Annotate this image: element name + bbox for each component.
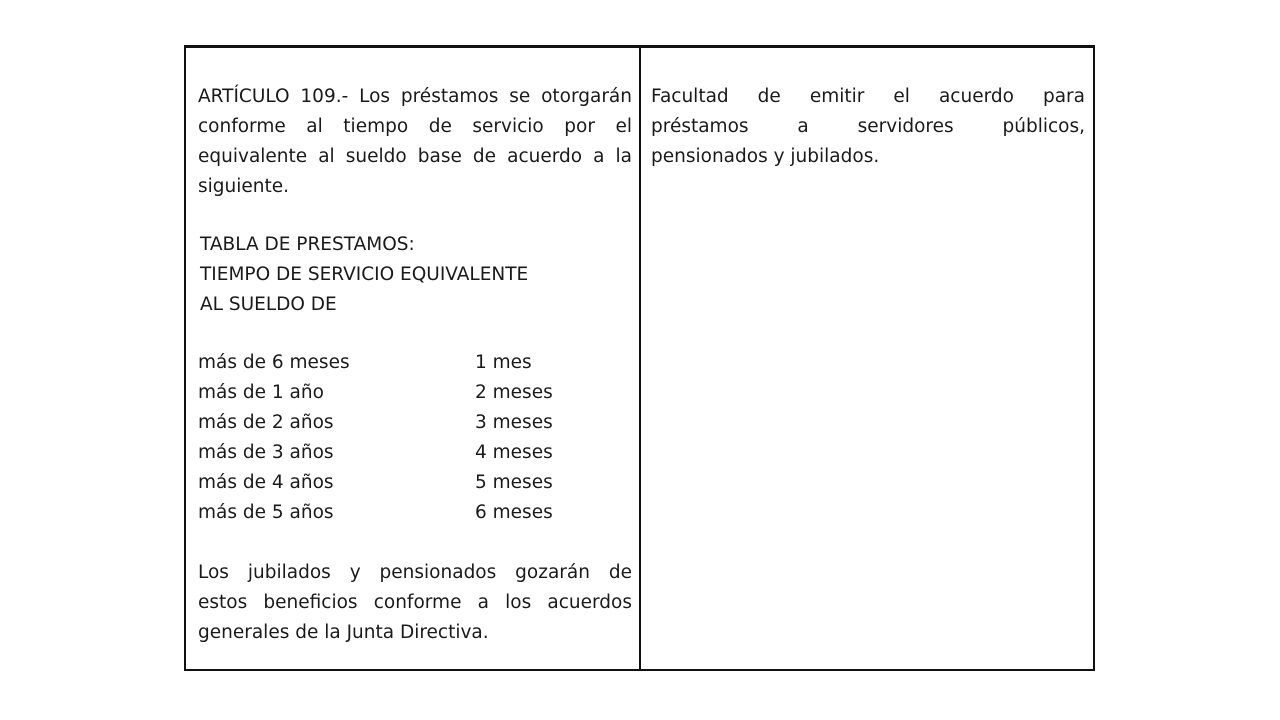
loan-table-header-line-2: AL SUELDO DE (200, 294, 337, 315)
loan-table-header-line-1: TIEMPO DE SERVICIO EQUIVALENTE (200, 264, 529, 285)
service-time-cell: más de 3 años (198, 442, 334, 463)
service-time-cell: más de 5 años (198, 502, 334, 523)
closing-line: Los jubilados y pensionados gozarán de (198, 562, 632, 583)
right-cell-paragraph (651, 82, 1085, 172)
article-line: equivalente al sueldo base de acuerdo a la (198, 146, 632, 167)
loan-table-row (198, 438, 618, 468)
closing-line: generales de la Junta Directiva. (198, 622, 489, 643)
service-time-cell: más de 4 años (198, 472, 334, 493)
salary-equivalent-cell: 2 meses (475, 382, 553, 403)
loan-table-heading (200, 230, 620, 320)
closing-line: estos beneficios conforme a los acuerdos (198, 592, 632, 613)
left-cell (186, 48, 641, 669)
loan-table (198, 348, 618, 528)
loan-table-row (198, 468, 618, 498)
loan-table-title: TABLA DE PRESTAMOS: (200, 234, 415, 255)
salary-equivalent-cell: 5 meses (475, 472, 553, 493)
loan-table-row (198, 348, 618, 378)
right-cell-line: Facultad de emitir el acuerdo para (651, 86, 1085, 107)
article-line: conforme al tiempo de servicio por el (198, 116, 632, 137)
article-line: siguiente. (198, 176, 290, 197)
salary-equivalent-cell: 4 meses (475, 442, 553, 463)
article-line: ARTÍCULO 109.- Los préstamos se otorgarán (198, 86, 632, 107)
loan-table-row (198, 408, 618, 438)
right-cell-line: préstamos a servidores públicos, (651, 116, 1085, 137)
salary-equivalent-cell: 3 meses (475, 412, 553, 433)
salary-equivalent-cell: 1 mes (475, 352, 532, 373)
right-cell (641, 48, 1093, 669)
salary-equivalent-cell: 6 meses (475, 502, 553, 523)
document-table (184, 45, 1095, 671)
service-time-cell: más de 6 meses (198, 352, 350, 373)
closing-paragraph (198, 558, 632, 648)
article-paragraph (198, 82, 632, 202)
right-cell-line: pensionados y jubilados. (651, 146, 880, 167)
loan-table-row (198, 498, 618, 528)
loan-table-row (198, 378, 618, 408)
service-time-cell: más de 2 años (198, 412, 334, 433)
service-time-cell: más de 1 año (198, 382, 324, 403)
